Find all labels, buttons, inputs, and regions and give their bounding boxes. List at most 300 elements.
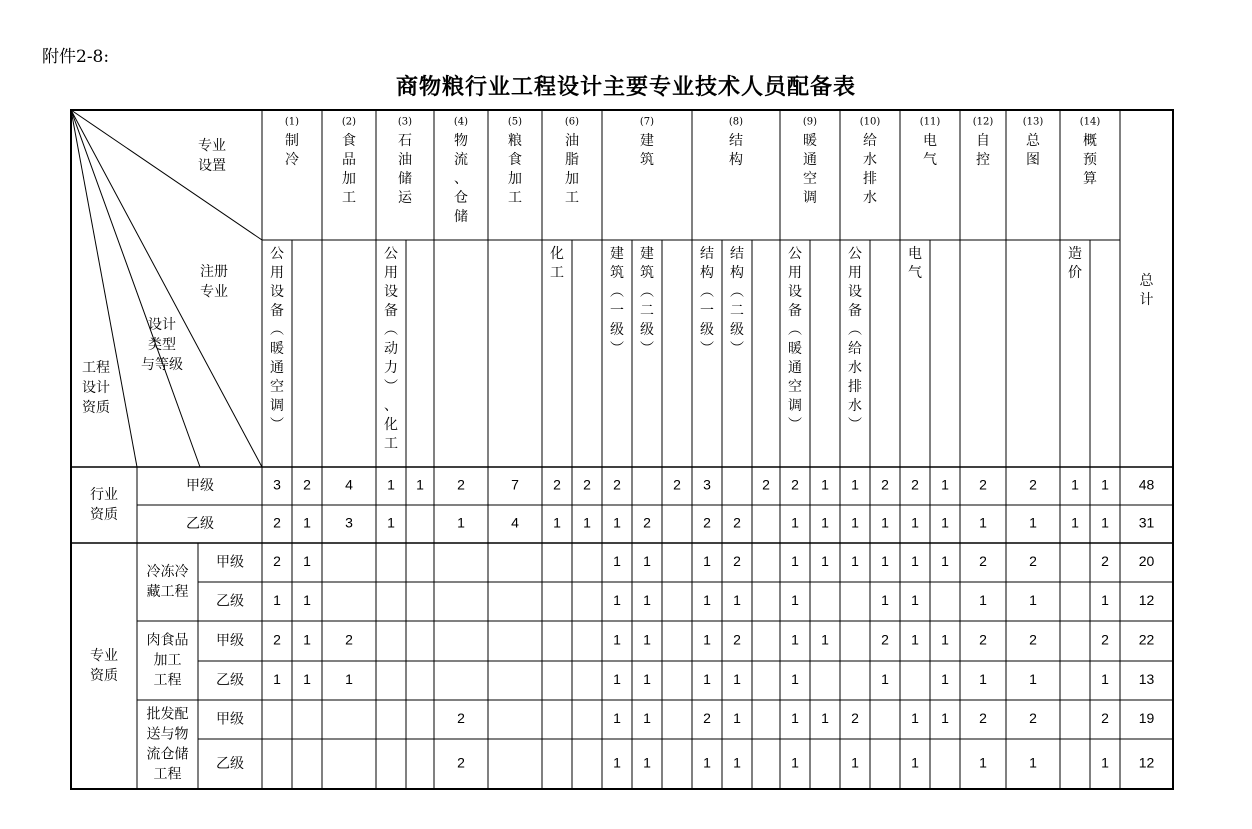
discipline-number: (4) [453,116,469,128]
corner-label-zhuce-zhuanye [200,264,228,300]
svg-text:构: 构 [730,265,744,281]
svg-text:冷冻冷: 冷冻冷 [146,564,189,580]
grade-label: 甲级 [216,711,244,728]
data-cell: 2 [643,514,651,531]
data-cell: 7 [511,476,519,493]
data-cell: 1 [387,476,395,493]
data-cell: 1 [613,671,621,688]
data-cell: 1 [613,514,621,531]
data-cell: 1 [703,553,711,570]
data-cell: 1 [613,592,621,609]
svg-text:设: 设 [788,284,802,300]
data-cell: 1 [416,476,424,493]
data-cell: 1 [911,553,919,570]
discipline-number: (7) [639,116,655,128]
svg-text:气: 气 [923,152,937,168]
svg-text:控: 控 [976,152,990,168]
data-cell: 1 [979,592,987,609]
svg-text:自: 自 [976,133,990,149]
svg-text:加工: 加工 [153,652,182,669]
svg-text:建: 建 [640,133,654,149]
svg-text:专业: 专业 [198,138,226,154]
svg-text:设: 设 [848,284,862,300]
data-cell: 1 [703,754,711,771]
discipline-number: (9) [802,116,818,128]
svg-text:︶: ︶ [848,417,862,433]
svg-text:力: 力 [384,360,398,376]
discipline-number: (1) [284,116,300,128]
data-cell: 1 [1029,592,1037,609]
data-cell: 2 [553,476,561,493]
data-cell: 1 [911,631,919,648]
category-label [147,633,189,689]
svg-text:工程: 工程 [153,672,182,689]
svg-text:与等级: 与等级 [141,357,183,373]
svg-text:备: 备 [848,303,862,319]
data-cell: 1 [911,710,919,727]
data-cell: 1 [851,754,859,771]
svg-text:︶: ︶ [788,417,802,433]
data-cell: 1 [303,592,311,609]
registered-specialty [610,245,624,357]
svg-text:、: 、 [384,398,398,414]
total-cell: 20 [1138,553,1155,570]
svg-text:︵: ︵ [700,284,714,300]
registered-specialty [384,246,398,452]
discipline-name [976,133,990,168]
svg-text:空: 空 [270,379,284,395]
data-cell: 1 [1029,671,1037,688]
data-cell: 1 [941,476,949,493]
data-cell: 1 [881,514,889,531]
discipline-number: (14) [1079,116,1101,128]
svg-text:化: 化 [550,246,564,262]
svg-text:公: 公 [270,246,284,262]
svg-text:用: 用 [788,265,802,281]
svg-text:预: 预 [1083,152,1097,168]
svg-text:冷: 冷 [285,152,299,168]
data-cell: 2 [851,710,859,727]
svg-text:二: 二 [730,303,744,319]
total-cell: 22 [1138,631,1155,648]
svg-text:通: 通 [803,152,817,168]
svg-text:筑: 筑 [640,265,654,281]
svg-text:︵: ︵ [730,284,744,300]
data-cell: 1 [821,514,829,531]
data-cell: 2 [881,631,889,648]
svg-text:︵: ︵ [270,322,284,338]
data-cell: 2 [273,631,281,648]
svg-text:暖: 暖 [788,341,802,357]
registered-specialty [908,245,922,281]
registered-specialty [1068,245,1082,281]
data-cell: 2 [1101,553,1109,570]
registered-specialty [550,246,564,281]
data-cell: 2 [583,476,591,493]
svg-text:暖: 暖 [803,133,817,149]
data-cell: 2 [733,631,741,648]
data-cell: 1 [345,671,353,688]
data-cell: 1 [979,514,987,531]
data-cell: 2 [1101,631,1109,648]
discipline-name [1083,132,1097,187]
registered-specialty [730,245,744,357]
data-cell: 2 [791,476,799,493]
svg-text:流仓储: 流仓储 [146,746,189,763]
data-cell: 1 [941,710,949,727]
svg-text:构: 构 [700,265,714,281]
svg-text:专业: 专业 [200,284,228,300]
data-cell: 1 [941,671,949,688]
svg-text:筑: 筑 [640,152,654,168]
data-cell: 2 [979,476,987,493]
data-cell: 1 [851,476,859,493]
grade-label: 乙级 [216,593,244,610]
registered-specialty [788,246,802,433]
data-cell: 1 [881,671,889,688]
svg-text:︶: ︶ [610,341,624,357]
svg-text:水: 水 [863,152,877,168]
svg-text:︵: ︵ [640,284,654,300]
data-cell: 1 [643,592,651,609]
svg-text:空: 空 [788,379,802,395]
svg-text:级: 级 [700,322,714,338]
data-cell: 3 [703,476,711,493]
total-cell: 12 [1138,754,1155,771]
data-cell: 1 [643,671,651,688]
svg-text:注册: 注册 [200,264,228,280]
data-cell: 2 [733,514,741,531]
svg-text:给: 给 [848,341,862,357]
svg-text:工: 工 [342,190,356,206]
svg-text:水: 水 [863,190,877,206]
data-cell: 1 [273,592,281,609]
data-cell: 2 [273,553,281,570]
total-cell: 19 [1138,710,1155,727]
data-cell: 1 [583,514,591,531]
data-cell: 1 [791,754,799,771]
data-cell: 1 [791,671,799,688]
svg-text:用: 用 [848,265,862,281]
data-cell: 2 [673,476,681,493]
svg-text:水: 水 [848,360,862,376]
svg-text:资质: 资质 [90,507,118,523]
svg-text:级: 级 [730,322,744,338]
svg-text:︶: ︶ [270,417,284,433]
data-cell: 1 [1101,476,1109,493]
svg-text:公: 公 [848,246,862,262]
svg-text:储: 储 [398,171,412,187]
data-cell: 1 [881,592,889,609]
svg-text:电: 电 [908,246,922,262]
data-cell: 1 [979,671,987,688]
svg-text:制: 制 [285,133,299,149]
registered-specialty [270,246,284,433]
data-cell: 1 [643,631,651,648]
svg-text:油: 油 [565,133,579,149]
discipline-number: (11) [919,116,941,128]
svg-text:化: 化 [384,417,398,433]
data-cell: 1 [941,553,949,570]
svg-text:储: 储 [454,209,468,225]
data-cell: 1 [851,553,859,570]
svg-text:水: 水 [848,398,862,414]
data-cell: 1 [703,671,711,688]
svg-text:食: 食 [342,133,356,149]
svg-text:用: 用 [384,265,398,281]
corner-label-zhuanye-shezhi [198,138,226,174]
svg-text:备: 备 [788,303,802,319]
grade-label: 甲级 [186,478,214,494]
svg-text:油: 油 [398,152,412,168]
svg-text:结: 结 [729,133,743,149]
category-label [147,564,189,600]
svg-text:︶: ︶ [640,341,654,357]
corner-diagonal [71,110,262,240]
svg-text:用: 用 [270,265,284,281]
svg-text:︵: ︵ [610,284,624,300]
data-cell: 2 [303,476,311,493]
discipline-name [285,133,299,168]
svg-text:加: 加 [508,171,522,187]
total-cell: 48 [1138,476,1155,493]
discipline-number: (5) [507,116,523,128]
svg-text:通: 通 [788,360,802,376]
data-cell: 2 [979,553,987,570]
svg-text:工: 工 [384,436,398,452]
data-cell: 1 [457,514,465,531]
svg-text:工: 工 [565,190,579,206]
svg-text:设: 设 [270,284,284,300]
data-cell: 1 [303,631,311,648]
discipline-name [565,132,579,206]
svg-text:物: 物 [454,133,468,149]
discipline-number: (6) [564,116,580,128]
data-cell: 1 [851,514,859,531]
discipline-name [508,132,522,206]
data-cell: 1 [613,631,621,648]
svg-text:肉食品: 肉食品 [146,632,189,649]
data-cell: 1 [733,671,741,688]
data-cell: 1 [941,631,949,648]
svg-text:建: 建 [610,246,624,262]
discipline-name [863,133,877,206]
data-cell: 1 [791,592,799,609]
data-cell: 2 [1101,710,1109,727]
discipline-name [342,133,356,206]
discipline-number: (12) [972,116,994,128]
total-header [1140,273,1155,308]
svg-text:调: 调 [788,398,802,414]
data-cell: 1 [733,710,741,727]
data-cell: 2 [979,710,987,727]
data-cell: 1 [821,476,829,493]
svg-text:︵: ︵ [384,322,398,338]
svg-text:资质: 资质 [82,400,110,416]
data-cell: 3 [273,476,281,493]
data-cell: 2 [1029,710,1037,727]
grade-label: 乙级 [216,756,244,772]
registered-specialty [700,245,714,357]
svg-text:工程: 工程 [82,360,110,376]
data-cell: 1 [387,514,395,531]
grade-label: 乙级 [216,672,244,689]
data-cell: 1 [1071,514,1079,531]
svg-text:设: 设 [384,284,398,300]
total-cell: 13 [1138,671,1155,688]
svg-text:备: 备 [270,303,284,319]
svg-text:空: 空 [803,171,817,187]
svg-text:送与物: 送与物 [146,726,189,743]
svg-text:给: 给 [863,133,877,149]
data-cell: 1 [303,671,311,688]
data-cell: 1 [1029,754,1037,771]
svg-text:计: 计 [1139,292,1154,308]
data-cell: 1 [733,592,741,609]
data-cell: 1 [643,553,651,570]
data-cell: 2 [457,476,465,493]
discipline-name [923,132,937,168]
svg-text:通: 通 [270,360,284,376]
svg-text:脂: 脂 [565,152,579,168]
grade-label: 甲级 [216,554,244,571]
data-cell: 1 [1101,671,1109,688]
data-cell: 1 [1029,514,1037,531]
data-cell: 1 [791,710,799,727]
discipline-number: (10) [859,116,881,128]
data-cell: 1 [613,553,621,570]
svg-text:仓: 仓 [454,190,468,206]
discipline-name [729,132,743,168]
svg-text:总: 总 [1026,133,1040,149]
data-cell: 2 [345,631,353,648]
data-cell: 1 [821,631,829,648]
svg-text:流: 流 [454,152,468,168]
data-cell: 2 [1029,631,1037,648]
svg-text:藏工程: 藏工程 [146,584,189,600]
data-cell: 1 [613,710,621,727]
svg-text:结: 结 [700,246,714,262]
svg-text:构: 构 [729,152,743,168]
data-cell: 1 [821,710,829,727]
data-cell: 2 [703,514,711,531]
data-cell: 2 [457,710,465,727]
data-cell: 2 [733,553,741,570]
data-cell: 1 [791,631,799,648]
data-cell: 1 [1101,514,1109,531]
svg-text:排: 排 [863,171,877,187]
svg-text:排: 排 [848,379,862,395]
discipline-name [398,133,413,206]
data-cell: 4 [345,476,353,493]
data-cell: 2 [979,631,987,648]
svg-text:调: 调 [270,398,284,414]
category-label [147,706,189,783]
svg-text:︶: ︶ [384,379,398,395]
data-cell: 3 [345,514,353,531]
svg-text:概: 概 [1083,133,1097,149]
data-cell: 2 [1029,476,1037,493]
data-cell: 2 [273,514,281,531]
data-cell: 1 [911,754,919,771]
svg-text:二: 二 [640,303,654,319]
data-cell: 1 [941,514,949,531]
discipline-number: (2) [341,116,357,128]
svg-text:筑: 筑 [610,265,624,281]
svg-text:气: 气 [908,265,922,281]
data-cell: 2 [1029,553,1037,570]
svg-text:一: 一 [610,303,624,319]
data-cell: 1 [1071,476,1079,493]
svg-text:设计: 设计 [82,380,110,396]
svg-text:价: 价 [1068,265,1082,281]
corner-label-gongcheng-zizhi [82,360,110,416]
corner-label-sheji-leixing [141,316,183,373]
svg-text:加: 加 [342,171,356,187]
svg-text:级: 级 [610,322,624,338]
svg-text:︶: ︶ [700,341,714,357]
discipline-name [640,132,654,168]
data-cell: 1 [703,631,711,648]
svg-text:类型: 类型 [148,337,176,353]
svg-text:暖: 暖 [270,341,284,357]
svg-text:备: 备 [384,303,398,319]
svg-text:粮: 粮 [508,133,522,149]
data-cell: 1 [703,592,711,609]
data-cell: 1 [911,514,919,531]
svg-text:总: 总 [1139,273,1154,289]
data-cell: 4 [511,514,519,531]
svg-text:︵: ︵ [788,322,802,338]
grade-label: 乙级 [186,516,214,532]
svg-text:批发配: 批发配 [146,706,189,723]
svg-text:设置: 设置 [198,158,226,174]
svg-text:设计: 设计 [148,317,176,333]
svg-text:工: 工 [508,190,522,206]
discipline-name [454,132,468,225]
svg-text:资质: 资质 [90,668,118,684]
data-cell: 1 [911,592,919,609]
svg-text:︵: ︵ [848,322,862,338]
data-cell: 1 [553,514,561,531]
discipline-name [1026,133,1041,168]
data-cell: 2 [881,476,889,493]
page-title: 商物粮行业工程设计主要专业技术人员配备表 [395,75,856,100]
svg-text:运: 运 [398,190,412,206]
grade-label: 甲级 [216,633,244,649]
data-cell: 2 [613,476,621,493]
discipline-number: (8) [728,116,744,128]
svg-text:一: 一 [700,303,714,319]
data-cell: 1 [1101,592,1109,609]
total-cell: 31 [1138,514,1155,531]
data-cell: 1 [881,553,889,570]
svg-text:算: 算 [1083,171,1097,187]
svg-text:电: 电 [923,133,937,149]
registered-specialty [848,246,862,433]
svg-text:图: 图 [1026,152,1040,168]
data-cell: 1 [821,553,829,570]
data-cell: 1 [733,754,741,771]
svg-text:建: 建 [640,246,654,262]
svg-text:动: 动 [384,341,398,357]
svg-text:石: 石 [398,133,412,149]
data-cell: 2 [911,476,919,493]
data-cell: 1 [613,754,621,771]
data-cell: 1 [643,754,651,771]
svg-text:加: 加 [565,171,579,187]
svg-text:调: 调 [803,190,817,206]
